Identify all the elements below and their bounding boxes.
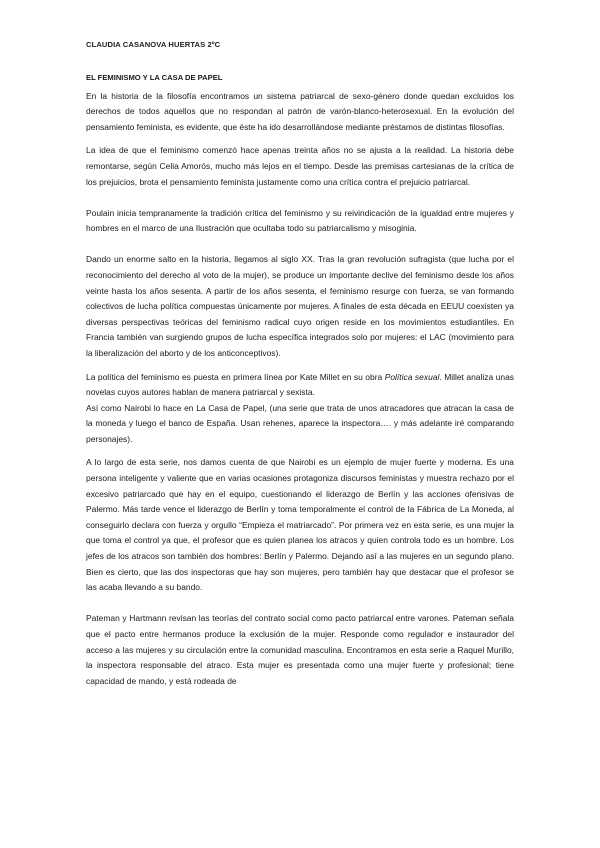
book-title-italic: Política sexual <box>384 371 440 382</box>
author-header: CLAUDIA CASANOVA HUERTAS 2ºC <box>86 40 221 49</box>
paragraph-2: La idea de que el feminismo comenzó hace apenas treinta años no se ajusta a la realidad. La historia debe remontarse, según Celia Amorós, mucho más lejos en el tiempo. Desde las premisas cartesianas de la crítica de los prejuicios, brota el pensamiento feminista justamente como una crítica contra el prejuicio patriarcal. <box>86 145 514 187</box>
paragraph-4: Dando un enorme salto en la historia, llegamos al siglo XX. Tras la gran revolución sufragista (que lucha por el reconocimiento del derecho al voto de la mujer), se produce un importante declive del feminismo desde los años veinte hasta los años sesenta. A partir de los años sesenta, el feminismo resurge con fuerza, se van formando colectivos de lucha política compuestas únicamente por mujeres. A finales de esta década en EEUU coexisten ya diversas perspectivas teóricas del feminismo radical cuyo origen reside en los movimientos estudiantiles. En Francia también van surgiendo grupos de lucha específica integrados solo por mujeres: el LAC (movimiento para la liberalización del aborto y de los anticonceptivos). <box>86 254 514 358</box>
document-title: EL FEMINISMO Y LA CASA DE PAPEL <box>86 73 223 82</box>
document-body <box>86 70 514 697</box>
millet-text-end: . Millet analiza unas novelas cuyos autores hablan de manera patriarcal y sexista. <box>86 371 514 398</box>
paragraph-5: Así como Nairobi lo hace en La Casa de Papel, (una serie que trata de unos atracadores que atracan la casa de la moneda y luego el banco de España. Usan rehenes, aparece la inspectora…. y más adelante iré comparando personajes). <box>86 402 514 444</box>
paragraph-7: Pateman y Hartmann revisan las teorías del contrato social como pacto patriarcal entre varones. Pateman señala que el pacto entre hermanos produce la exclusión de la mujer. Responde como regulador e instaurador del acceso a las mujeres y su circulación entre la comunidad masculina. Encontramos en esta serie a Raquel Murillo, la inspectora responsable del atraco. Esta mujer es presentada como una mujer fuerte y profesional; tiene capacidad de mando, y está rodeada de <box>86 613 514 686</box>
paragraph-1: En la historia de la filosofía encontramos un sistema patriarcal de sexo-género donde quedan excluidos los derechos de todos aquellos que no respondan al patrón de varón-blanco-heterosexual. En la evolución del pensamiento feminista, es evidente, que éste ha ido desarrollándose mediante préstamos de distintas filosofías. <box>86 90 514 132</box>
paragraph-3: Poulain inicia tempranamente la tradición crítica del feminismo y su reivindicación de la igualdad entre mujeres y hombres en el marco de una Ilustración que ocultaba todo su patriarcalismo y misoginia. <box>86 207 514 234</box>
paragraph-6: A lo largo de esta serie, nos damos cuenta de que Nairobi es un ejemplo de mujer fuerte y moderna. Es una persona inteligente y valiente que en varias ocasiones protagoniza discursos feministas y muestra rechazo por el excesivo patriarcado que hay en el equipo, cuestionando el liderazgo de Berlín y las acciones ofensivas de Palermo. Más tarde vence el liderazgo de Berlín y toma temporalmente el control de la Fábrica de La Moneda, al conseguirlo declara con fuerza y orgullo “Empieza el matriarcado”. Por primera vez en esta serie, es una mujer la que toma el control ya que, el profesor que es quien planea los atracos y quien controla todo es un hombre. Los jefes de los atracos son también dos hombres: Berlín y Palermo. Dejando así a las mujeres en un segundo plano. Bien es cierto, que las dos inspectoras que hay son mujeres, pero también hay que destacar que el profesor se las acaba llevando a su bando. <box>86 457 514 593</box>
paragraph-millet <box>86 370 514 401</box>
millet-text-start: La política del feminismo es puesta en primera línea por Kate Millet en su obra <box>86 371 385 382</box>
